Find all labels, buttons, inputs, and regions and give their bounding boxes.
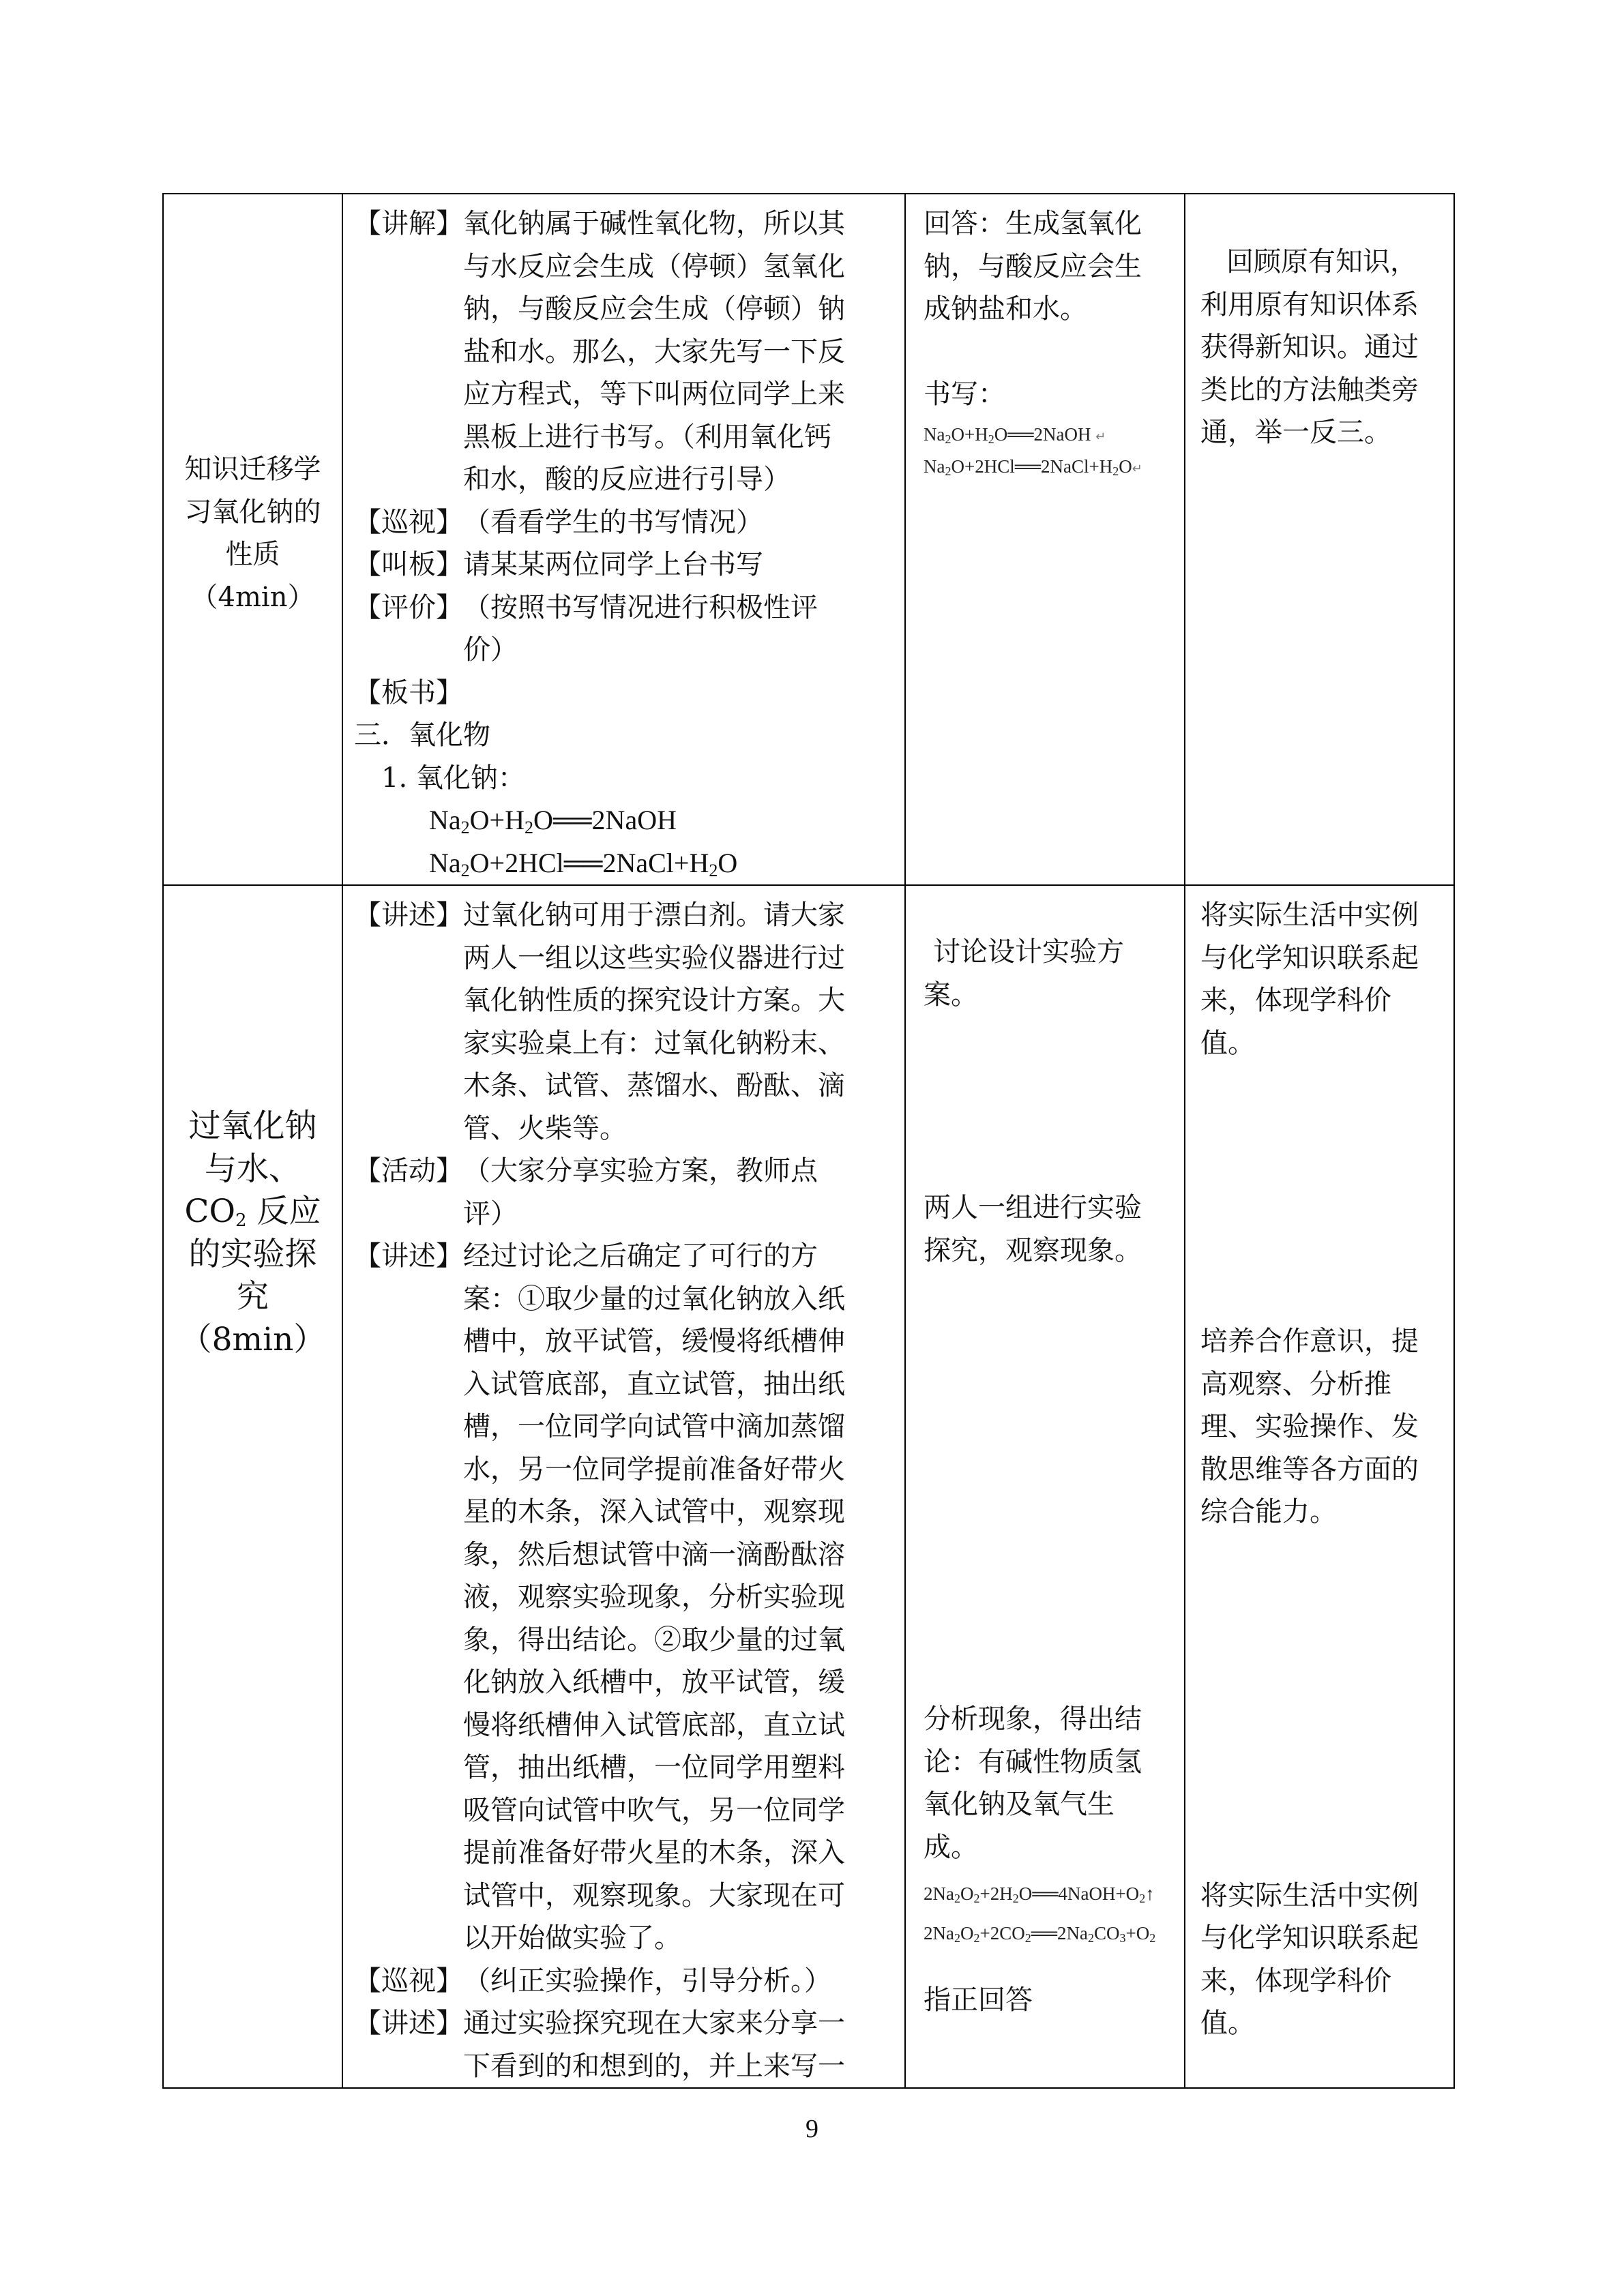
- stage-cell: [163, 885, 342, 2088]
- board-equation-2: $Na_2O+2HCl══2NaCl+H_2O$: [429, 847, 738, 880]
- board-subsection: 1. 氧化钠：: [381, 762, 525, 794]
- lecture-item: 【讲解】 氧化钠属于碱性氧化物，所以其 与水反应会生成（停顿）氢氧化 钠，与酸反应会生成（停顿）钠 盐和水。那么，大家先写一下反 应方程式，等下叫两位同学上来 黑板上进行书写。（利用氧化钙 和水，酸的反应进行引导）: [354, 208, 845, 495]
- stage-label: 知识迁移学 习氧化钠的 性质 （4min）: [184, 453, 321, 613]
- student-equation-2: $Na_2O+2HCl══2NaCl+H_2O↵$: [924, 456, 1142, 478]
- teacher-activity-cell: [342, 194, 905, 885]
- page-number: 9: [806, 2115, 818, 2143]
- student-equation-2: $2Na_2O_2+2CO_2══2Na_2CO_3+O_2$: [924, 1923, 1156, 1945]
- table-row: [163, 885, 1454, 2088]
- design-intent-cell: 回顾原有知识， 利用原有知识体系 获得新知识。通过 类比的方法触类旁 通，举一反三。: [1185, 194, 1454, 885]
- patrol-item: 【巡视】 （看看学生的书写情况）: [354, 506, 763, 538]
- student-activity-cell: 讨论设计实验方 案。 两人一组进行实验 探究，观察现象。 分析现象，得出结 论：有碱性物质氢 氧化钠及氧气生 成。 $2Na_2O_2+2H_2O══4NaOH+O_2↑$ $2Na_2O_2+2CO_2══2Na_2CO_3+O_2$ 指正回答: [905, 885, 1185, 2088]
- activity-item: 【活动】 （大家分享实验方案，教师点 评）: [354, 1155, 818, 1229]
- board-item: 【板书】: [354, 676, 463, 709]
- student-answer: 指正回答: [924, 1984, 1033, 2016]
- student-equation-1: $2Na_2O_2+2H_2O══4NaOH+O_2↑$: [924, 1883, 1155, 1905]
- narration-item: 【讲述】 经过讨论之后确定了可行的方 案：①取少量的过氧化钠放入纸 槽中，放平试管，缓慢将纸槽伸 入试管底部，直立试管，抽出纸 槽，一位同学向试管中滴加蒸馏 水，另一位同学提前准备好带火 星的木条，深入试管中，观察现 象，然后想试管中滴一滴酚酞溶 液，观察实验现象，分析实验现 象，得出结论。②取少量的过氧 化钠放入纸槽中，放平试管，缓 慢将纸槽伸入试管底部，直立试 管，抽出纸槽，一位同学用塑料 吸管向试管中吹气，另一位同学 提前准备好带火星的木条，深入 试管中，观察现象。大家现在可 以开始做实验了。: [354, 1240, 845, 1954]
- board-section: 三．氧化物: [354, 719, 490, 751]
- evaluation-item: 【评价】 （按照书写情况进行积极性评 价）: [354, 591, 818, 666]
- call-item: 【叫板】 请某某两位同学上台书写: [354, 549, 763, 580]
- narration-item: 【讲述】 过氧化钠可用于漂白剂。请大家 两人一组以这些实验仪器进行过 氧化钠性质的探究设计方案。大 家实验桌上有：过氧化钠粉末、 木条、试管、蒸馏水、酚酞、滴 管、火柴等。: [354, 899, 845, 1144]
- design-intent-cell: 将实际生活中实例 与化学知识联系起 来，体现学科价 值。 培养合作意识，提 高观察、分析推 理、实验操作、发 散思维等各方面的 综合能力。 将实际生活中实例 与化学知识联系起 来，体现学科价 值。: [1185, 885, 1454, 2088]
- table-row: [163, 194, 1454, 885]
- teacher-activity-cell: [342, 885, 905, 2088]
- lesson-plan-table: [162, 193, 1455, 2089]
- student-equation-1: $Na_2O+H_2O══2NaOH$ ↵: [924, 424, 1106, 446]
- stage-cell: [163, 194, 342, 885]
- write-label: 书写：: [924, 378, 1005, 410]
- narration-item: 【讲述】 通过实验探究现在大家来分享一 下看到的和想到的，并上来写一: [354, 2008, 845, 2082]
- stage-label: 过氧化钠 与水、 $CO_2$ 反应 的实验探 究 （8min）: [179, 1107, 326, 1358]
- student-activity-cell: 回答：生成氢氧化 钠，与酸反应会生 成钠盐和水。 书写： $Na_2O+H_2O══2NaOH$ ↵ $Na_2O+2HCl══2NaCl+H_2O↵$: [905, 194, 1185, 885]
- board-equation-1: $Na_2O+H_2O══2NaOH$: [429, 805, 677, 837]
- patrol-item: 【巡视】 （纠正实验操作，引导分析。）: [354, 1965, 831, 1997]
